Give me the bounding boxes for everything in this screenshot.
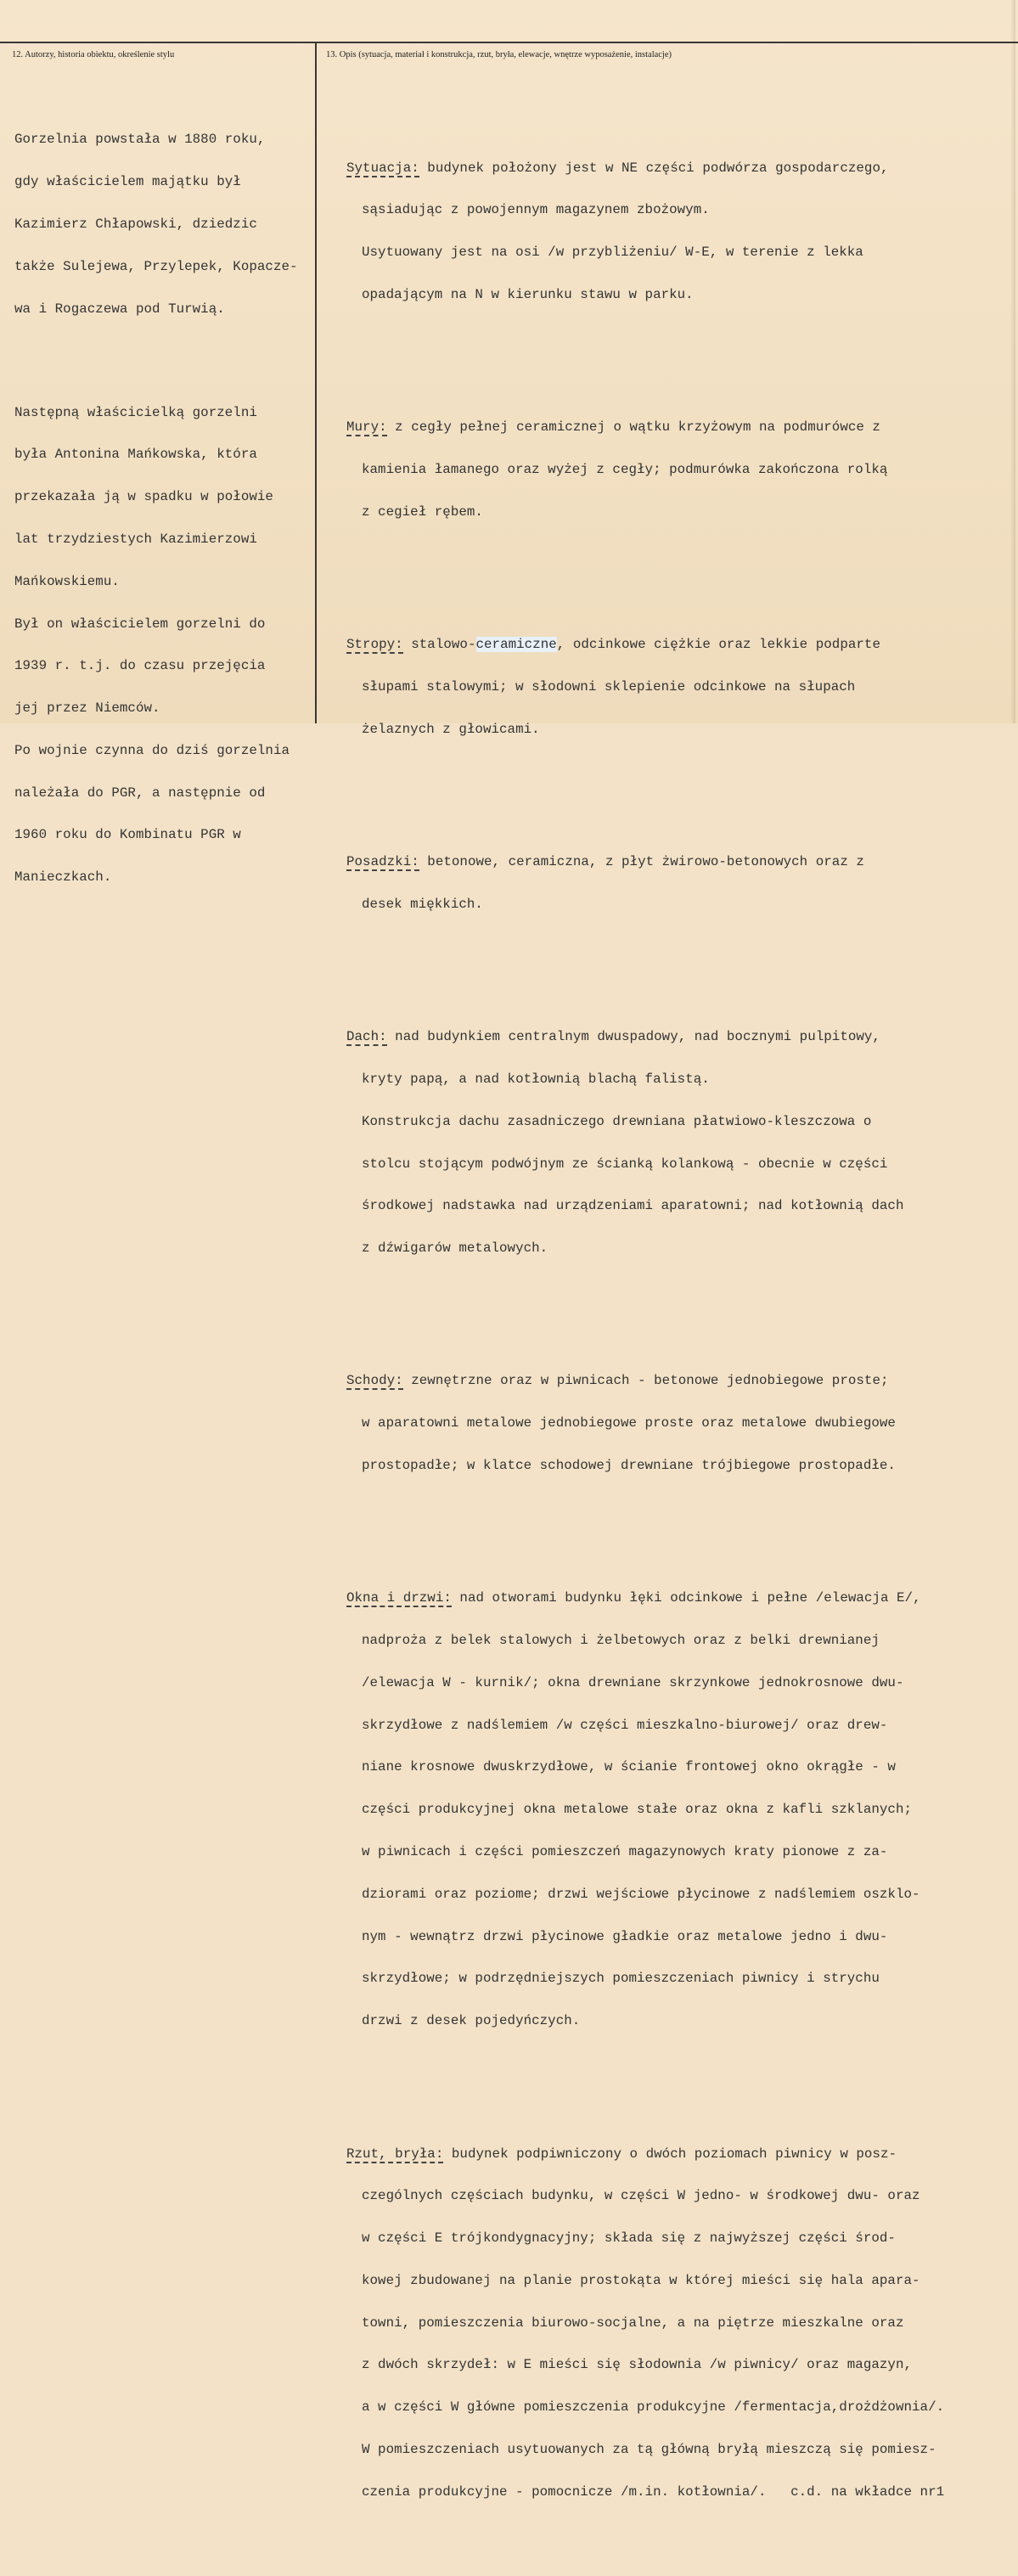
section-stropy [346,610,1013,765]
text-line: należała do PGR, a następnie od [14,785,266,801]
text-run: betonowe, ceramiczna, z płyt żwirowo-betonowych oraz z [419,854,864,870]
section-12-header: 12. Autorzy, historia obiektu, określenie stylu [12,50,175,59]
text-line: a w części W główne pomieszczenia produkcyjne /fermentacja,drożdżownia/. [362,2399,945,2416]
section-13-header: 13. Opis (sytuacja, materiał i konstrukcja, rzut, bryła, elewacje, wnętrze wyposażenie, instalacje) [326,50,672,59]
text-line: /elewacja W - kurnik/; okna drewniane skrzynkowe jednokrosnowe dwu- [362,1674,904,1690]
text-line: z dźwigarów metalowych. [362,1240,548,1257]
section-label: Stropy: [346,637,403,653]
text-line: Mańkowskiemu. [14,573,120,589]
text-line: w aparatowni metalowe jednobiegowe proste oraz metalowe dwubiegowe [362,1415,896,1431]
text-line: czenia produkcyjne - pomocnicze /m.in. kotłownia/. c.d. na wkładce nr1 [362,2483,945,2500]
section-schody [346,1346,1013,1501]
section-rzut-bryla [346,2118,1013,2527]
text-line: była Antonina Mańkowska, która [14,447,257,463]
history-text [14,76,298,941]
text-line: Kazimierz Chłapowski, dziedzic [14,216,257,232]
text-line: przekazała ją w spadku w połowie [14,489,273,505]
text-run: nad otworami budynku łęki odcinkowe i pełne /elewacja E/, [451,1590,921,1606]
text-line: niane krosnowe dwuskrzydłowe, w ścianie frontowej okno okrągłe - w [362,1759,896,1775]
text-line: części produkcyjnej okna metalowe stałe oraz okna z kafli szklanych; [362,1802,913,1818]
text-line [346,1030,1013,1044]
text-line: gdy właścicielem majątku był [14,174,241,190]
section-label: Mury: [346,419,387,436]
text-run: budynek położony jest w NE części podwórza gospodarczego, [419,160,889,176]
section-posadzki [346,827,1013,940]
section-label: Rzut, bryła: [346,2146,444,2162]
section-dach [346,1002,1013,1284]
text-line: drzwi z desek pojedyńczych. [362,2013,581,2029]
text-line [346,1591,1013,1606]
text-line: nym - wewnątrz drzwi płycinowe gładkie oraz metalowe jedno i dwu- [362,1928,888,1944]
text-line: Po wojnie czynna do dziś gorzelnia [14,742,290,758]
text-line: Gorzelnia powstała w 1880 roku, [14,132,266,148]
text-line: środkowej nadstawka nad urządzeniami aparatowni; nad kotłownią dach [362,1198,904,1214]
text-line: żelaznych z głowicami. [362,721,540,737]
text-run: nad budynkiem centralnym dwuspadowy, nad bocznymi pulpitowy, [386,1029,880,1045]
text-line: opadającym na N w kierunku stawu w parku. [362,286,694,302]
text-line: towni, pomieszczenia biurowo-socjalne, a na piętrze mieszkalne oraz [362,2314,904,2331]
section-label: Posadzki: [346,854,419,870]
text-line: w części E trójkondygnacyjny; składa się z najwyższej części środ- [362,2230,896,2247]
text-line: nadproża z belek stalowych i żelbetowych oraz z belki drewnianej [362,1633,880,1649]
section-label: Schody: [346,1373,403,1389]
text-line [346,855,1013,869]
section-label: Dach: [346,1029,387,1045]
text-line: 1939 r. t.j. do czasu przejęcia [14,658,266,674]
text-line: Usytuowany jest na osi /w przybliżeniu/ W-E, w terenie z lekka [362,245,863,261]
text-run: , odcinkowe ciężkie oraz lekkie podparte [556,637,880,653]
text-line [346,1374,1013,1388]
column-divider [315,42,317,723]
text-line: z cegieł rębem. [362,503,483,520]
text-line: dziorami oraz poziome; drzwi wejściowe płycinowe z nadślemiem oszklo- [362,1886,920,1902]
text-line: skrzydłowe z nadślemiem /w części mieszkalno-biurowej/ oraz drew- [362,1717,888,1733]
section-okna-i-drzwi [346,1563,1013,2056]
text-line: sąsiadując z powojennym magazynem zbożowym. [362,202,710,218]
text-line: czególnych częściach budynku, w części W jedno- w środkowej dwu- oraz [362,2188,920,2204]
top-rule [0,42,1018,43]
history-paragraph [14,377,298,913]
text-line: kamienia łamanego oraz wyżej z cegły; podmurówka zakończona rolką [362,462,888,478]
text-line: wa i Rogaczewa pod Turwią. [14,301,225,317]
text-line: stolcu stojącym podwójnym ze ścianką kolankową - obecnie w części [362,1156,888,1172]
text-line: Był on właścicielem gorzelni do [14,616,266,632]
text-line: kryty papą, a nad kotłownią blachą falistą. [362,1071,710,1087]
text-line [346,2147,1013,2162]
description-text [346,76,1013,2575]
text-run: zewnętrzne oraz w piwnicach - betonowe jednobiegowe proste; [402,1373,889,1389]
section-mury [346,392,1013,548]
text-line: lat trzydziestych Kazimierzowi [14,532,257,547]
text-run: budynek podpiwniczony o dwóch poziomach piwnicy w posz- [443,2146,897,2162]
text-line: jej przez Niemców. [14,700,160,717]
text-line: kowej zbudowanej na planie prostokąta w której mieści się hala apara- [362,2272,920,2288]
text-run: stalowo- [402,637,476,653]
text-line [346,420,1013,435]
text-line: prostopadłe; w klatce schodowej drewniane trójbiegowe prostopadłe. [362,1458,896,1473]
text-line: Manieczkach. [14,869,112,886]
text-line: skrzydłowe; w podrzędniejszych pomieszczeniach piwnicy i strychu [362,1971,880,1987]
section-label: Sytuacja: [346,160,419,176]
text-line [346,638,1013,652]
text-line: słupami stalowymi; w słodowni sklepienie odcinkowe na słupach [362,678,856,695]
text-line: desek miękkich. [362,896,483,912]
text-line: 1960 roku do Kombinatu PGR w [14,827,241,843]
text-line: W pomieszczeniach usytuowanych za tą główną bryłą mieszczą się pomiesz- [362,2441,936,2457]
history-paragraph [14,104,298,344]
text-run: z cegły pełnej ceramicznej o wątku krzyżowym na podmurówce z [386,419,880,436]
text-line [346,161,1013,176]
text-line: Następną właścicielką gorzelni [14,404,257,420]
section-label: Okna i drzwi: [346,1590,452,1606]
text-line: w piwnicach i części pomieszczeń magazynowych kraty pionowe z za- [362,1844,888,1860]
text-line: z dwóch skrzydeł: w E mieści się słodownia /w piwnicy/ oraz magazyn, [362,2357,913,2373]
section-sytuacja [346,132,1013,329]
text-line: Konstrukcja dachu zasadniczego drewniana płatwiowo-kleszczowa o [362,1113,872,1129]
text-line: także Sulejewa, Przylepek, Kopacze- [14,258,298,274]
highlighted-word: ceramiczne [475,637,557,653]
